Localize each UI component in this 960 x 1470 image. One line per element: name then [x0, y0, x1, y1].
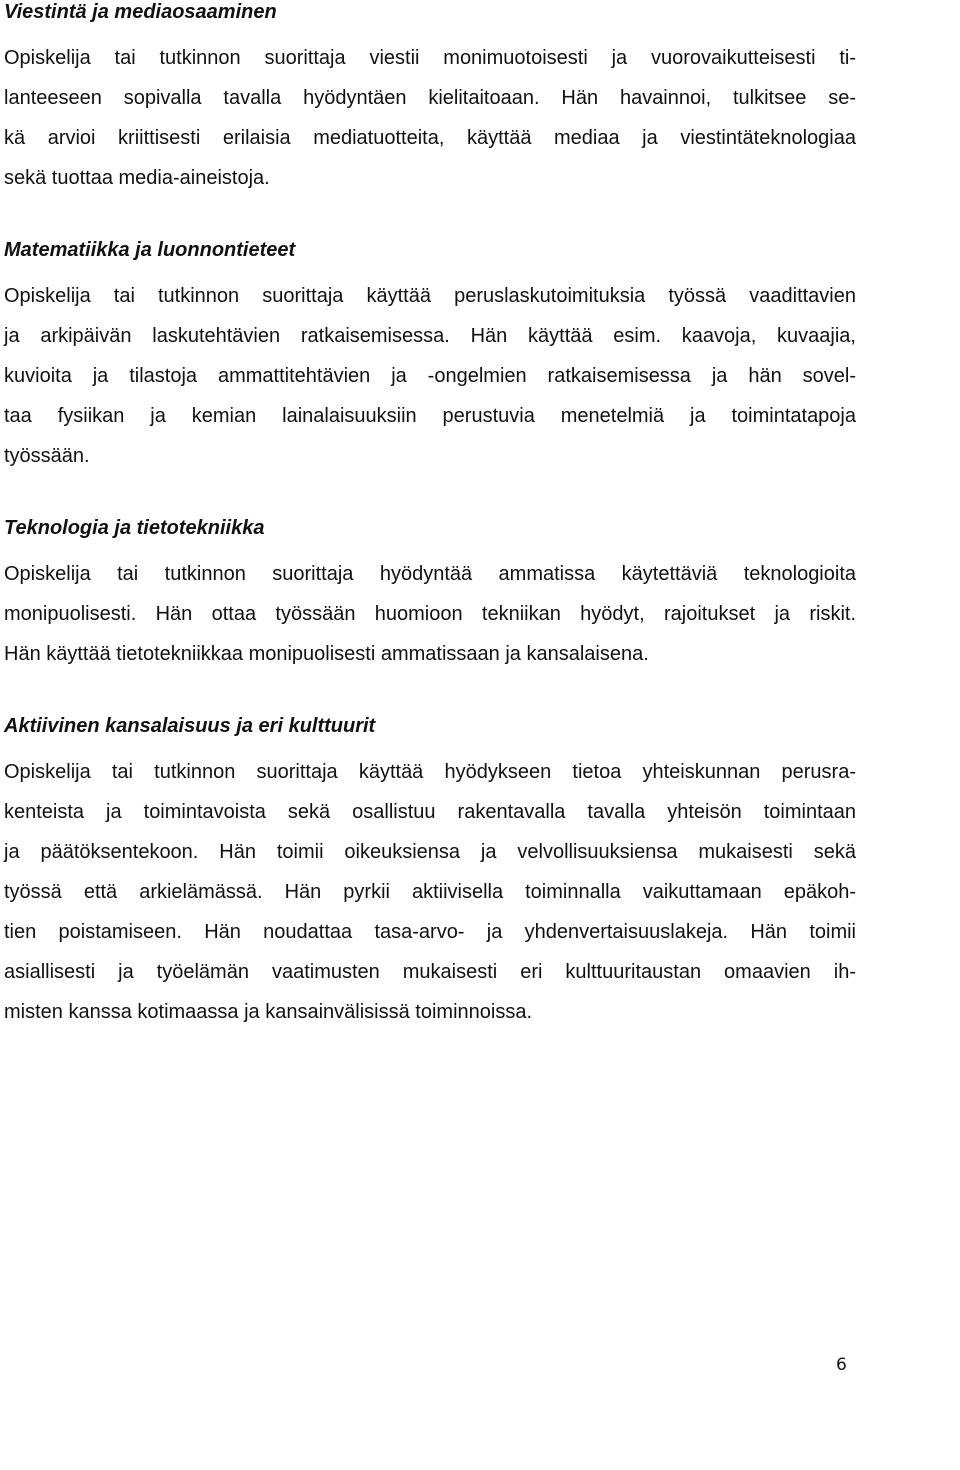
paragraph-line: sekä tuottaa media-aineistoja. — [4, 167, 270, 189]
paragraph-line: kuvioita ja tilastoja ammattitehtävien ja -ongelmien ratkaisemisessa ja hän sovel- — [4, 365, 856, 387]
section-paragraph — [4, 752, 856, 1032]
paragraph-line: asiallisesti ja työelämän vaatimusten mukaisesti eri kulttuuritaustan omaavien ih- — [4, 961, 856, 983]
section-heading: Viestintä ja mediaosaaminen — [4, 1, 277, 23]
paragraph-line: misten kanssa kotimaassa ja kansainvälisissä toiminnoissa. — [4, 1001, 533, 1023]
section-viestinta — [4, 0, 856, 198]
paragraph-line: Opiskelija tai tutkinnon suorittaja viestii monimuotoisesti ja vuorovaikutteisesti ti- — [4, 47, 856, 69]
paragraph-line: ja arkipäivän laskutehtävien ratkaisemisessa. Hän käyttää esim. kaavoja, kuvaajia, — [4, 325, 856, 347]
paragraph-line: kenteista ja toimintavoista sekä osallistuu rakentavalla tavalla yhteisön toimintaan — [4, 801, 856, 823]
page-number: 6 — [836, 1355, 847, 1375]
paragraph-line: lanteeseen sopivalla tavalla hyödyntäen kielitaitoaan. Hän havainnoi, tulkitsee se- — [4, 87, 856, 109]
paragraph-line: tien poistamiseen. Hän noudattaa tasa-arvo- ja yhdenvertaisuuslakeja. Hän toimii — [4, 921, 856, 943]
paragraph-line: työssään. — [4, 445, 90, 467]
paragraph-line: ja päätöksentekoon. Hän toimii oikeuksiensa ja velvollisuuksiensa mukaisesti sekä — [4, 841, 856, 863]
section-paragraph — [4, 554, 856, 674]
section-paragraph — [4, 276, 856, 476]
paragraph-line: työssä että arkielämässä. Hän pyrkii aktiivisella toiminnalla vaikuttamaan epäkoh- — [4, 881, 856, 903]
section-matematiikka — [4, 238, 856, 476]
paragraph-line: Opiskelija tai tutkinnon suorittaja hyödyntää ammatissa käytettäviä teknologioita — [4, 563, 856, 585]
paragraph-line: Opiskelija tai tutkinnon suorittaja käyttää hyödykseen tietoa yhteiskunnan perusra- — [4, 761, 856, 783]
paragraph-line: Hän käyttää tietotekniikkaa monipuolisesti ammatissaan ja kansalaisena. — [4, 643, 649, 665]
paragraph-line: kä arvioi kriittisesti erilaisia mediatuotteita, käyttää mediaa ja viestintäteknologiaa — [4, 127, 856, 149]
paragraph-line: Opiskelija tai tutkinnon suorittaja käyttää peruslaskutoimituksia työssä vaadittavien — [4, 285, 856, 307]
section-paragraph — [4, 38, 856, 198]
section-heading: Teknologia ja tietotekniikka — [4, 517, 265, 539]
section-heading: Aktiivinen kansalaisuus ja eri kulttuurit — [4, 715, 376, 737]
paragraph-line: monipuolisesti. Hän ottaa työssään huomioon tekniikan hyödyt, rajoitukset ja riskit. — [4, 603, 856, 625]
paragraph-line: taa fysiikan ja kemian lainalaisuuksiin perustuvia menetelmiä ja toimintatapoja — [4, 405, 856, 427]
section-kansalaisuus — [4, 714, 856, 1032]
section-teknologia — [4, 516, 856, 674]
section-heading: Matematiikka ja luonnontieteet — [4, 239, 296, 261]
